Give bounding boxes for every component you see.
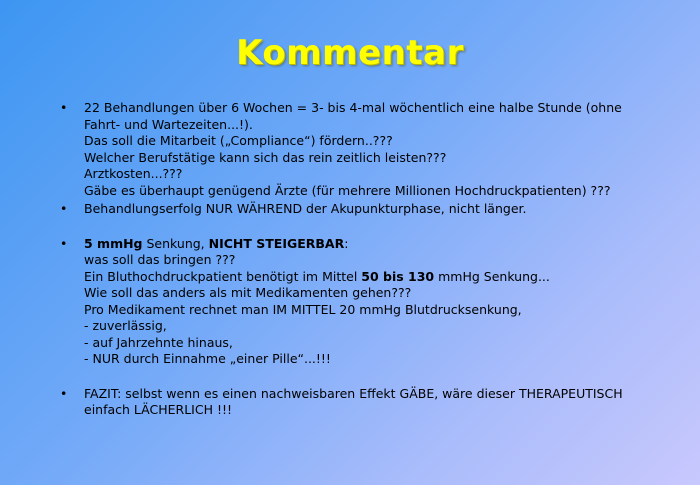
bullet-item-treatment-duration [60,201,660,218]
text-span: Senkung, [142,235,209,251]
text-line: Behandlungserfolg NUR WÄHREND der Akupunkturphase, nicht länger. [84,201,527,216]
bullet-item-conclusion [60,386,660,419]
bullet-icon: • [60,201,68,216]
text-line: Wie soll das anders als mit Medikamenten gehen??? [84,285,412,300]
text-line [84,269,660,286]
spacer [60,218,660,236]
text-span: mmHg Senkung... [434,268,550,284]
bullet-item-treatment-effort [60,100,660,199]
text-line: Welcher Berufstätige kann sich das rein zeitlich leisten??? [84,149,447,165]
text-line [84,236,660,253]
text-line: - NUR durch Einnahme „einer Pille“...!!! [84,351,331,366]
text-line: FAZIT: selbst wenn es einen nachweisbaren Effekt GÄBE, wäre dieser THERAPEUTISCH [84,385,623,401]
emphasis-text: 50 bis 130 [361,268,435,284]
bullet-icon: • [60,235,68,251]
text-line: Pro Medikament rechnet man IM MITTEL 20 mmHg Blutdrucksenkung, [84,301,522,317]
text-span: : [344,235,349,251]
slide-title: Kommentar [236,33,464,73]
text-line: - auf Jahrzehnte hinaus, [84,334,233,350]
text-span: Ein Bluthochdruckpatient benötigt im Mittel [84,268,362,284]
text-line: Fahrt- und Wartezeiten...!). [84,116,253,132]
text-line: - zuverlässig, [84,318,167,333]
bullet-icon: • [60,100,68,115]
text-line: 22 Behandlungen über 6 Wochen = 3- bis 4-mal wöchentlich eine halbe Stunde (ohne [84,100,622,115]
bullet-item-blood-pressure-reduction [60,236,660,368]
emphasis-text: NICHT STEIGERBAR [208,235,345,251]
text-line: was soll das bringen ??? [84,252,236,267]
text-line: Gäbe es überhaupt genügend Ärzte (für mehrere Millionen Hochdruckpatienten) ??? [84,182,611,198]
spacer [60,368,660,386]
bullet-list [60,100,660,419]
text-line: Arztkosten...??? [84,166,183,181]
bullet-icon: • [60,385,68,401]
emphasis-text: 5 mmHg [84,235,143,251]
text-line: einfach LÄCHERLICH !!! [84,402,232,417]
text-line: Das soll die Mitarbeit („Compliance“) fördern..??? [84,133,393,148]
